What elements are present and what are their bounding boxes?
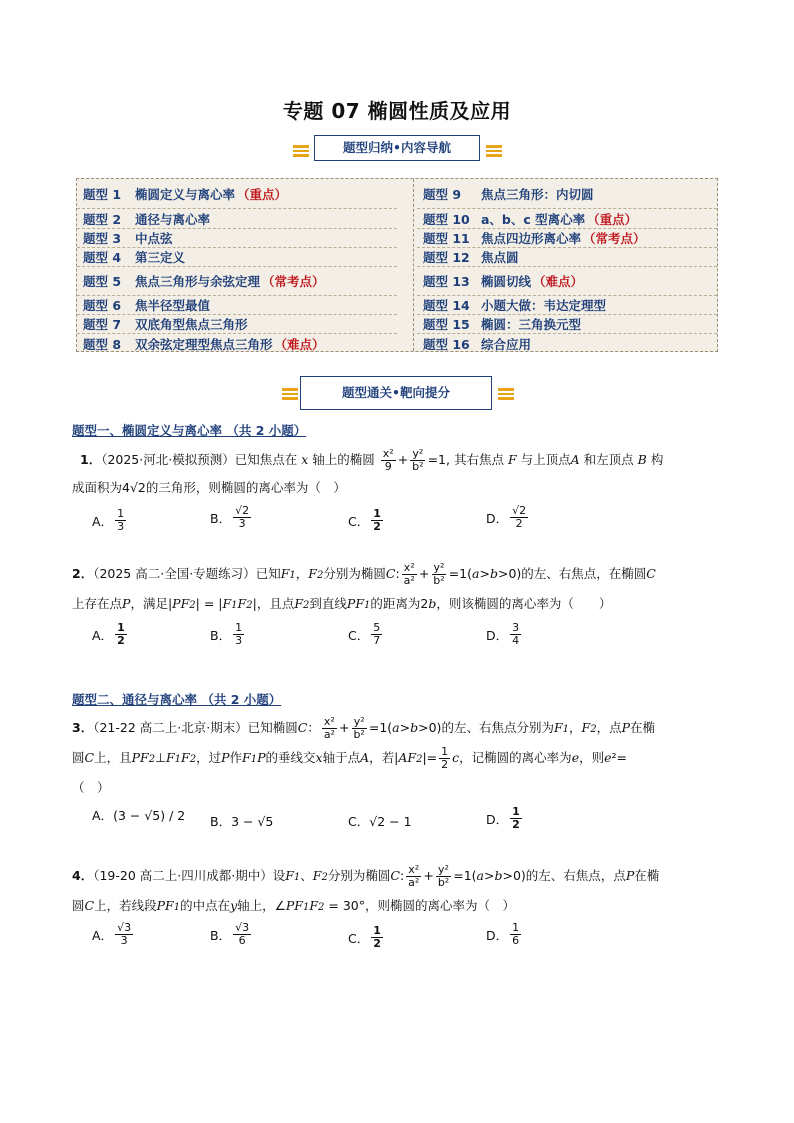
question-text: 分别为椭圆 <box>323 566 386 581</box>
question-text: ，则椭圆的离心率为（ ） <box>365 898 516 913</box>
option-c[interactable] <box>348 925 385 950</box>
toc-item[interactable] <box>77 179 397 209</box>
toc-label: 题型 10 <box>423 211 470 227</box>
toc-label: 题型 16 <box>423 336 470 352</box>
toc-item[interactable] <box>77 334 397 353</box>
question-3 <box>72 714 724 802</box>
question-number: 1． <box>80 452 102 467</box>
option-num: √2 <box>512 504 527 517</box>
option-label: A． <box>92 927 114 943</box>
question-text: 上存在点 <box>72 596 123 611</box>
toc-label: 题型 1 <box>83 186 122 202</box>
toc-tag: （难点） <box>533 274 584 289</box>
option-label: B． <box>210 627 232 643</box>
question-text: 上，且 <box>94 750 132 765</box>
toc-label: 题型 2 <box>83 211 122 227</box>
toc-label: 题型 7 <box>83 317 122 332</box>
toc-label: 题型 13 <box>423 274 470 289</box>
question-line: 3．（21-22 高二上·北京·期末）已知椭圆C： $\frac{\text{x²}}{\text{a²}}$ + $\frac{\text{y²}}{\text{b²}}$ =1(a>b>0)的左、右焦点分别为F1，F2，点P在椭 <box>72 715 656 741</box>
question-line: （ ） <box>72 780 110 795</box>
toc-text: 焦点三角形与余弦定理 <box>135 274 261 289</box>
toc-item[interactable] <box>417 179 717 209</box>
question-text: ，则该椭圆的离心率为（ ） <box>436 596 612 611</box>
option-a[interactable] <box>92 622 129 647</box>
banner-deco-left-icon <box>282 386 298 402</box>
toc-item[interactable] <box>417 267 717 296</box>
page-title: 专题 07 椭圆性质及应用 <box>282 99 512 123</box>
option-b[interactable] <box>210 622 246 647</box>
option-b[interactable] <box>210 922 253 947</box>
toc-left-column <box>77 179 397 351</box>
option-text: 3 − √5 <box>231 813 274 829</box>
question-4 <box>72 862 724 922</box>
question-text: 在椭 <box>630 720 656 735</box>
option-a[interactable] <box>92 806 185 824</box>
option-d[interactable] <box>486 622 523 647</box>
option-num: 5 <box>373 621 381 634</box>
question-text: ，则 <box>579 750 605 765</box>
option-b[interactable] <box>210 505 253 530</box>
toc-text: 焦半径型最值 <box>135 298 211 313</box>
toc-item[interactable] <box>417 248 717 267</box>
question-number: 4． <box>72 868 94 883</box>
question-text: 其右焦点 <box>453 452 504 467</box>
toc-tag: （重点） <box>237 186 288 202</box>
question-line: 成面积为4√2的三角形，则椭圆的离心率为（ ） <box>72 480 346 495</box>
option-den: 2 <box>512 818 520 831</box>
option-num: √2 <box>235 504 250 517</box>
question-text: 上，若线段 <box>94 898 157 913</box>
option-num: √3 <box>117 921 132 934</box>
toc-label: 题型 5 <box>83 274 122 289</box>
toc-table <box>76 178 718 352</box>
question-text: 分别为椭圆 <box>327 868 391 883</box>
toc-label: 题型 4 <box>83 250 122 265</box>
toc-right-column <box>417 179 717 351</box>
option-label: B． <box>210 927 232 943</box>
question-source: （2025 高二·全国·专题练习） <box>93 566 256 581</box>
option-den: 2 <box>373 937 381 950</box>
option-den: 6 <box>512 934 520 947</box>
question-text: 已知 <box>255 566 281 581</box>
question-line: 圆C上，若线段PF1的中点在y轴上，∠PF1F2 = 30°，则椭圆的离心率为（ ） <box>72 898 516 913</box>
practice-banner: 题型通关•靶向提分 <box>300 376 492 410</box>
toc-item[interactable] <box>77 209 397 229</box>
toc-item[interactable] <box>77 296 397 315</box>
option-den: 3 <box>117 520 125 533</box>
option-label: B． <box>210 814 232 829</box>
section-heading: 题型一、椭圆定义与离心率 （共 2 小题） <box>72 423 307 438</box>
question-text: 在椭 <box>634 868 660 883</box>
option-label: A． <box>92 808 114 823</box>
toc-text: 焦点三角形：内切圆 <box>481 186 594 202</box>
question-text: 成面积为 <box>72 480 123 495</box>
nav-banner: 题型归纳•内容导航 <box>314 135 480 161</box>
option-den: 6 <box>238 934 246 947</box>
option-den: 2 <box>117 634 125 647</box>
toc-label: 题型 14 <box>423 298 470 313</box>
question-text: 已知椭圆 <box>247 720 298 735</box>
toc-tag: （难点） <box>274 336 325 352</box>
toc-text: 小题大做：韦达定理型 <box>481 298 607 313</box>
question-text: 与上顶点 <box>520 452 571 467</box>
toc-tag: （常考点） <box>262 274 325 289</box>
toc-text: 综合应用 <box>481 336 532 352</box>
question-text: 作 <box>229 750 243 765</box>
option-den: 2 <box>373 520 381 533</box>
option-den: 7 <box>373 634 381 647</box>
question-text: 设 <box>272 868 286 883</box>
toc-label: 题型 8 <box>83 336 122 352</box>
question-text: 到直线 <box>309 596 347 611</box>
toc-item[interactable] <box>417 229 717 248</box>
option-label: D． <box>486 927 509 943</box>
toc-text: 椭圆定义与离心率 <box>135 186 236 202</box>
option-num: 1 <box>235 621 243 634</box>
toc-text: 第三定义 <box>135 250 186 265</box>
option-c[interactable] <box>348 508 385 533</box>
option-num: 1 <box>512 805 520 818</box>
option-c[interactable] <box>348 622 384 647</box>
question-line: 1．（2025·河北·模拟预测）已知焦点在 x 轴上的椭圆 $\frac{\text{x²}}{9}$ + $\frac{\text{y²}}{\text{b²}}$ =1, 其右焦点 F 与上顶点A 和左顶点 B 构 <box>80 447 664 473</box>
question-source: （19-20 高二上·四川成都·期中） <box>93 868 273 883</box>
option-den: 3 <box>235 634 243 647</box>
question-text: ，记椭圆的离心率为 <box>459 750 572 765</box>
option-label: C． <box>348 627 370 643</box>
toc-item[interactable] <box>417 334 717 353</box>
toc-item[interactable] <box>417 315 717 334</box>
toc-text: 椭圆切线 <box>481 274 532 289</box>
option-label: D． <box>486 510 509 526</box>
question-line: 2．（2025 高二·全国·专题练习）已知F1，F2分别为椭圆C: $\frac{\text{x²}}{\text{a²}}$ + $\frac{\text{y²}}{\text{b²}}$ =1(a>b>0)的左、右焦点，在椭圆C <box>72 561 656 587</box>
question-text: 构 <box>650 452 664 467</box>
question-source: （21-22 高二上·北京·期末） <box>93 720 248 735</box>
toc-label: 题型 11 <box>423 231 470 246</box>
toc-item[interactable] <box>417 296 717 315</box>
toc-text: 焦点四边形离心率 <box>481 231 582 246</box>
toc-tag: （常考点） <box>583 231 646 246</box>
option-text: (3 − √5) / 2 <box>113 807 186 823</box>
question-text: 的左、右焦点分别为 <box>441 720 554 735</box>
option-d[interactable] <box>486 806 524 831</box>
question-text: ，且点 <box>256 596 295 611</box>
option-num: 1 <box>373 507 381 520</box>
option-den: 4 <box>512 634 520 647</box>
option-label: B． <box>210 510 232 526</box>
option-a[interactable] <box>92 922 135 947</box>
option-label: C． <box>348 513 370 529</box>
question-2 <box>72 560 724 620</box>
toc-label: 题型 12 <box>423 250 470 265</box>
banner-deco-right-icon <box>498 386 514 402</box>
question-text: ，若 <box>369 750 395 765</box>
question-text: 的垂线交 <box>265 750 316 765</box>
option-label: D． <box>486 811 509 827</box>
question-source: （2025·河北·模拟预测） <box>101 452 235 467</box>
question-text: 圆 <box>72 750 85 765</box>
option-label: D． <box>486 627 509 643</box>
toc-item[interactable] <box>417 209 717 229</box>
question-text: 的距离为 <box>370 596 421 611</box>
question-text: ，点 <box>596 720 622 735</box>
question-line: 圆C上，且PF2⊥F1F2，过P作F1P的垂线交x轴于点A，若|AF2|= $\frac{1}{2}$ c，记椭圆的离心率为e，则e²= <box>72 745 628 771</box>
section-heading: 题型二、通径与离心率 （共 2 小题） <box>72 692 282 707</box>
question-number: 3． <box>72 720 94 735</box>
question-line: 上存在点P，满足|PF2| = |F1F2|，且点F2到直线PF1的距离为2b，则该椭圆的离心率为（ ） <box>72 596 612 611</box>
question-text: 和左顶点 <box>583 452 634 467</box>
toc-label: 题型 3 <box>83 231 122 246</box>
option-num: 3 <box>512 621 520 634</box>
option-num: √3 <box>235 921 250 934</box>
question-text: ，过 <box>196 750 222 765</box>
question-text: 已知焦点在 <box>234 452 298 467</box>
toc-item[interactable] <box>77 229 397 248</box>
toc-text: 椭圆：三角换元型 <box>481 317 582 332</box>
toc-item[interactable] <box>77 267 397 296</box>
option-text: √2 − 1 <box>369 813 412 829</box>
question-text: 的中点在 <box>180 898 231 913</box>
toc-text: a、b、c 型离心率 <box>481 211 586 227</box>
option-num: 1 <box>512 921 520 934</box>
question-text: 圆 <box>72 898 85 913</box>
toc-tag: （重点） <box>587 211 638 227</box>
toc-item[interactable] <box>77 315 397 334</box>
toc-text: 中点弦 <box>135 231 173 246</box>
question-text: 的左、右焦点，点 <box>525 868 626 883</box>
question-1 <box>72 446 724 502</box>
toc-text: 双余弦定理型焦点三角形 <box>135 336 273 352</box>
question-text: 的左、右焦点，在椭圆 <box>521 566 647 581</box>
option-den: 2 <box>515 517 523 530</box>
option-label: A． <box>92 627 114 643</box>
question-text: 的三角形，则椭圆的离心率为（ ） <box>145 480 346 495</box>
option-c[interactable] <box>348 812 412 830</box>
option-d[interactable] <box>486 505 530 530</box>
toc-item[interactable] <box>77 248 397 267</box>
question-text: 轴上， <box>237 898 275 913</box>
question-text: 轴于点 <box>322 750 361 765</box>
option-b[interactable] <box>210 812 273 830</box>
question-line: 4．（19-20 高二上·四川成都·期中）设F1、F2分别为椭圆C: $\frac{\text{x²}}{\text{a²}}$ + $\frac{\text{y²}}{\text{b²}}$ =1(a>b>0)的左、右焦点，点P在椭 <box>72 863 660 889</box>
option-num: 1 <box>373 924 381 937</box>
option-num: 1 <box>117 507 125 520</box>
option-den: 3 <box>120 934 128 947</box>
toc-text: 通径与离心率 <box>135 211 211 227</box>
option-a[interactable] <box>92 508 128 533</box>
question-number: 2． <box>72 566 94 581</box>
option-label: A． <box>92 513 114 529</box>
toc-label: 题型 15 <box>423 317 470 332</box>
toc-text: 双底角型焦点三角形 <box>135 317 248 332</box>
banner-deco-left-icon <box>293 143 309 159</box>
question-text: 轴上的椭圆 <box>312 452 375 467</box>
banner-deco-right-icon <box>486 143 502 159</box>
option-label: C． <box>348 930 370 946</box>
option-label: C． <box>348 814 370 829</box>
question-text: ，满足 <box>130 596 168 611</box>
option-num: 1 <box>117 621 125 634</box>
toc-label: 题型 9 <box>423 186 462 202</box>
toc-text: 焦点圆 <box>481 250 519 265</box>
option-den: 3 <box>238 517 246 530</box>
toc-divider <box>413 179 414 351</box>
option-d[interactable] <box>486 922 523 947</box>
toc-label: 题型 6 <box>83 298 122 313</box>
